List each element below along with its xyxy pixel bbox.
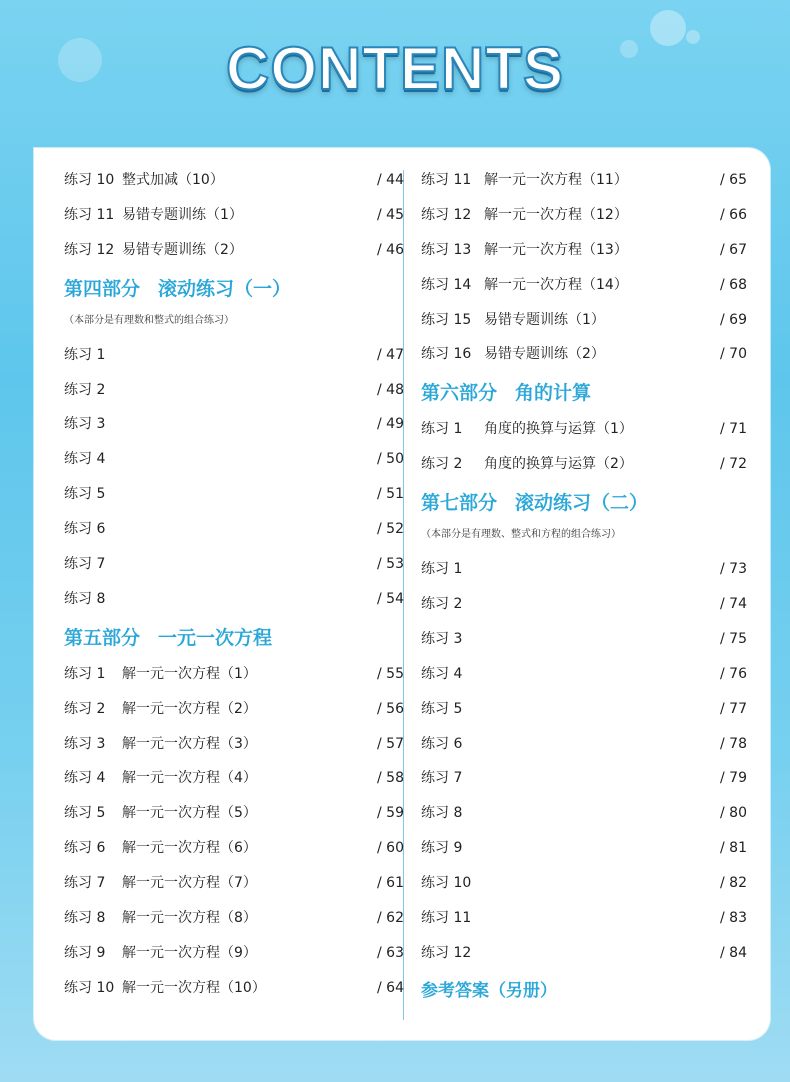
entry-page: / 75 — [720, 630, 747, 647]
entry-label: 练习 3 — [64, 735, 106, 752]
toc-entry[interactable] — [64, 163, 404, 198]
entry-page: / 68 — [720, 276, 747, 293]
toc-entry[interactable] — [421, 622, 747, 657]
entry-page: / 71 — [720, 421, 747, 438]
toc-entry[interactable] — [421, 761, 747, 796]
entry-label: 练习 8 — [64, 910, 106, 927]
entry-page: / 51 — [377, 486, 404, 503]
right-top-list — [421, 163, 747, 372]
entry-label: 练习 6 — [64, 840, 106, 857]
entry-label: 练习 12 — [64, 241, 115, 258]
entry-page: / 79 — [720, 770, 747, 787]
section-name: 滚动练习（一） — [158, 277, 292, 300]
toc-entry[interactable] — [64, 373, 404, 408]
page-title: CONTENTS — [226, 35, 564, 102]
entry-page: / 59 — [377, 805, 404, 822]
section5-list — [64, 657, 404, 1006]
entry-page: / 49 — [377, 416, 404, 433]
entry-page: / 77 — [720, 700, 747, 717]
entry-label: 练习 1 — [64, 346, 106, 363]
entry-page: / 58 — [377, 770, 404, 787]
entry-page: / 61 — [377, 875, 404, 892]
toc-entry[interactable] — [421, 831, 747, 866]
entry-label: 练习 2 — [421, 596, 463, 613]
entry-topic: 解一元一次方程（12） — [484, 206, 628, 223]
section-name: 一元一次方程 — [158, 626, 273, 649]
toc-entry[interactable] — [421, 303, 747, 338]
toc-entry[interactable] — [64, 233, 404, 268]
entry-topic: 解一元一次方程（4） — [122, 770, 257, 787]
toc-entry[interactable] — [421, 866, 747, 901]
toc-entry[interactable] — [64, 796, 404, 831]
toc-entry[interactable] — [64, 547, 404, 582]
entry-topic: 解一元一次方程（6） — [122, 840, 257, 857]
entry-topic: 易错专题训练（2） — [484, 346, 605, 363]
entry-label: 练习 11 — [421, 910, 472, 927]
entry-label: 练习 6 — [64, 521, 106, 538]
entry-label: 练习 5 — [64, 805, 106, 822]
entry-label: 练习 10 — [421, 875, 472, 892]
entry-label: 练习 2 — [64, 381, 106, 398]
section-part: 第七部分 — [421, 492, 498, 515]
entry-label: 练习 9 — [421, 840, 463, 857]
entry-page: / 50 — [377, 451, 404, 468]
toc-entry[interactable] — [64, 198, 404, 233]
toc-entry[interactable] — [64, 477, 404, 512]
entry-page: / 74 — [720, 596, 747, 613]
entry-page: / 53 — [377, 556, 404, 573]
entry-topic: 解一元一次方程（5） — [122, 805, 257, 822]
entry-topic: 解一元一次方程（1） — [122, 665, 257, 682]
toc-entry[interactable] — [421, 163, 747, 198]
toc-entry[interactable] — [421, 268, 747, 303]
entry-page: / 73 — [720, 561, 747, 578]
entry-page: / 80 — [720, 805, 747, 822]
section-heading — [64, 619, 404, 657]
toc-entry[interactable] — [421, 198, 747, 233]
toc-entry[interactable] — [64, 512, 404, 547]
section6-list — [421, 412, 747, 482]
entry-topic: 解一元一次方程（8） — [122, 910, 257, 927]
entry-topic: 易错专题训练（1） — [484, 311, 605, 328]
entry-page: / 82 — [720, 875, 747, 892]
left-column — [64, 163, 404, 1006]
entry-topic: 解一元一次方程（3） — [122, 735, 257, 752]
entry-label: 练习 12 — [421, 944, 472, 961]
section-part: 第五部分 — [64, 626, 141, 649]
entry-label: 练习 7 — [64, 875, 106, 892]
answers-reference: 参考答案（另册） — [421, 980, 557, 1001]
entry-page: / 78 — [720, 735, 747, 752]
entry-topic: 解一元一次方程（7） — [122, 875, 257, 892]
entry-topic: 解一元一次方程（2） — [122, 700, 257, 717]
toc-entry[interactable] — [64, 407, 404, 442]
entry-page: / 62 — [377, 910, 404, 927]
entry-page: / 46 — [377, 241, 404, 258]
entry-label: 练习 2 — [421, 456, 463, 473]
entry-topic: 易错专题训练（2） — [122, 241, 243, 258]
entry-page: / 60 — [377, 840, 404, 857]
section-heading — [64, 270, 404, 308]
toc-entry[interactable] — [421, 936, 747, 971]
section-note: （本部分是有理数和整式的组合练习） — [64, 314, 234, 326]
entry-label: 练习 1 — [421, 561, 463, 578]
entry-label: 练习 7 — [64, 556, 106, 573]
toc-entry[interactable] — [421, 796, 747, 831]
entry-page: / 66 — [720, 206, 747, 223]
section4-list — [64, 338, 404, 617]
entry-topic: 解一元一次方程（14） — [484, 276, 628, 293]
entry-page: / 54 — [377, 590, 404, 607]
toc-entry[interactable] — [64, 338, 404, 373]
entry-label: 练习 3 — [64, 416, 106, 433]
entry-label: 练习 5 — [64, 486, 106, 503]
entry-label: 练习 1 — [421, 421, 463, 438]
entry-page: / 70 — [720, 346, 747, 363]
entry-label: 练习 2 — [64, 700, 106, 717]
entry-topic: 角度的换算与运算（2） — [484, 456, 633, 473]
toc-entry[interactable] — [64, 657, 404, 692]
right-column — [421, 163, 747, 1011]
toc-entry[interactable] — [64, 971, 404, 1006]
toc-entry[interactable] — [421, 692, 747, 727]
entry-label: 练习 8 — [421, 805, 463, 822]
entry-page: / 84 — [720, 944, 747, 961]
section-heading — [421, 484, 747, 522]
entry-topic: 解一元一次方程（11） — [484, 172, 628, 188]
entry-label: 练习 6 — [421, 735, 463, 752]
entry-page: / 57 — [377, 735, 404, 752]
toc-entry[interactable] — [421, 337, 747, 372]
toc-entry[interactable] — [64, 692, 404, 727]
entry-page: / 64 — [377, 979, 404, 996]
entry-label: 练习 16 — [421, 346, 472, 363]
section-note: （本部分是有理数、整式和方程的组合练习） — [421, 529, 621, 541]
entry-label: 练习 10 — [64, 172, 115, 188]
left-top-list — [64, 163, 404, 268]
entry-topic: 解一元一次方程（13） — [484, 241, 628, 258]
entry-label: 练习 3 — [421, 630, 463, 647]
entry-label: 练习 11 — [64, 206, 115, 223]
toc-entry[interactable] — [64, 727, 404, 762]
toc-entry[interactable] — [421, 657, 747, 692]
entry-page: / 56 — [377, 700, 404, 717]
entry-page: / 67 — [720, 241, 747, 258]
entry-page: / 45 — [377, 206, 404, 223]
section-part: 第四部分 — [64, 277, 141, 300]
entry-label: 练习 1 — [64, 665, 106, 682]
entry-topic: 整式加减（10） — [122, 172, 224, 188]
entry-page: / 44 — [377, 172, 404, 188]
toc-entry[interactable] — [421, 727, 747, 762]
entry-page: / 48 — [377, 381, 404, 398]
entry-page: / 76 — [720, 665, 747, 682]
entry-topic: 角度的换算与运算（1） — [484, 421, 633, 438]
entry-page: / 65 — [720, 172, 747, 188]
section-heading — [421, 374, 747, 412]
entry-label: 练习 4 — [64, 770, 106, 787]
entry-page: / 81 — [720, 840, 747, 857]
toc-entry[interactable] — [64, 582, 404, 617]
section-part: 第六部分 — [421, 382, 498, 405]
section-name: 滚动练习（二） — [515, 492, 649, 515]
entry-topic: 解一元一次方程（10） — [122, 979, 266, 996]
entry-label: 练习 10 — [64, 979, 115, 996]
entry-page: / 52 — [377, 521, 404, 538]
toc-entry[interactable] — [64, 442, 404, 477]
toc-entry[interactable] — [64, 901, 404, 936]
entry-label: 练习 5 — [421, 700, 463, 717]
entry-page: / 55 — [377, 665, 404, 682]
entry-label: 练习 11 — [421, 172, 472, 188]
entry-label: 练习 9 — [64, 944, 106, 961]
entry-page: / 72 — [720, 456, 747, 473]
entry-topic: 易错专题训练（1） — [122, 206, 243, 223]
section-name: 角的计算 — [515, 382, 592, 405]
entry-label: 练习 4 — [64, 451, 106, 468]
toc-entry[interactable] — [64, 936, 404, 971]
entry-label: 练习 14 — [421, 276, 472, 293]
entry-label: 练习 13 — [421, 241, 472, 258]
toc-entry[interactable] — [64, 831, 404, 866]
entry-topic: 解一元一次方程（9） — [122, 944, 257, 961]
toc-entry[interactable] — [421, 552, 747, 587]
entry-label: 练习 8 — [64, 590, 106, 607]
toc-entry[interactable] — [421, 587, 747, 622]
toc-entry[interactable] — [421, 412, 747, 447]
toc-entry[interactable] — [421, 901, 747, 936]
entry-page: / 69 — [720, 311, 747, 328]
entry-label: 练习 7 — [421, 770, 463, 787]
section7-list — [421, 552, 747, 971]
entry-label: 练习 12 — [421, 206, 472, 223]
entry-page: / 47 — [377, 346, 404, 363]
entry-label: 练习 4 — [421, 665, 463, 682]
toc-entry[interactable] — [64, 761, 404, 796]
entry-label: 练习 15 — [421, 311, 472, 328]
toc-entry[interactable] — [421, 447, 747, 482]
toc-entry[interactable] — [421, 233, 747, 268]
toc-entry[interactable] — [64, 866, 404, 901]
entry-page: / 83 — [720, 910, 747, 927]
entry-page: / 63 — [377, 944, 404, 961]
